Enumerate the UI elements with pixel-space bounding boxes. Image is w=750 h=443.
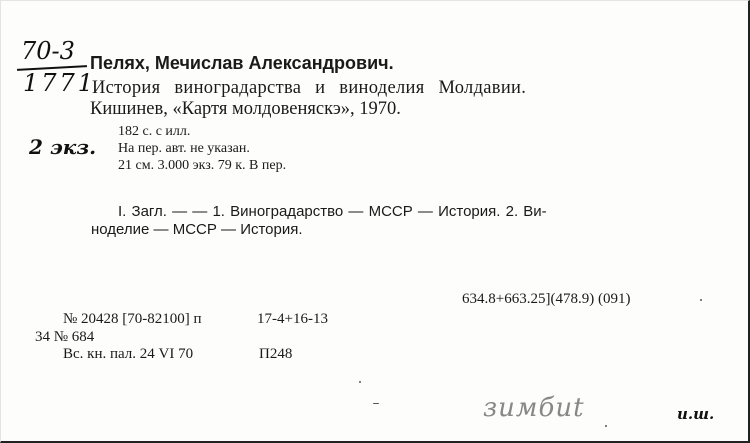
note-info: На пер. авт. не указан. [118, 141, 250, 156]
print-code: П248 [259, 346, 293, 362]
card-number: 34 № 684 [35, 329, 95, 345]
handwritten-copies: 2 экз. [29, 135, 97, 159]
title-line-1: История виноградарства и виноделия Молдавии. [92, 78, 527, 98]
speck [373, 403, 379, 404]
speck [605, 425, 607, 427]
handwritten-scribble: зимбиt [483, 393, 585, 423]
registry-info: Вс. кн. пал. 24 VI 70 [63, 346, 194, 362]
title-line-2: Кишинев, «Картя молдовеняскэ», 1970. [90, 99, 401, 119]
tracing-line-1: I. Загл. — — 1. Виноградарство — МССР — История. 2. Ви- [118, 203, 547, 220]
order-code: 17-4+16-13 [257, 311, 328, 327]
speck [700, 299, 702, 301]
pages-info: 182 с. с илл. [118, 124, 191, 139]
handwritten-call-top: 70-3 [21, 37, 75, 65]
physical-info: 21 см. 3.000 экз. 79 к. В пер. [118, 158, 287, 173]
classification-code: 634.8+663.25](478.9) (091) [462, 291, 631, 307]
handwritten-call-bottom: 1771 [23, 69, 97, 97]
author-heading: Пелях, Мечислав Александрович. [90, 53, 394, 73]
speck [359, 381, 361, 383]
order-number: № 20428 [70-82100] п [63, 311, 202, 327]
handwritten-initials: и.ш. [677, 405, 715, 423]
tracing-line-2: ноделие — МССР — История. [91, 221, 303, 238]
